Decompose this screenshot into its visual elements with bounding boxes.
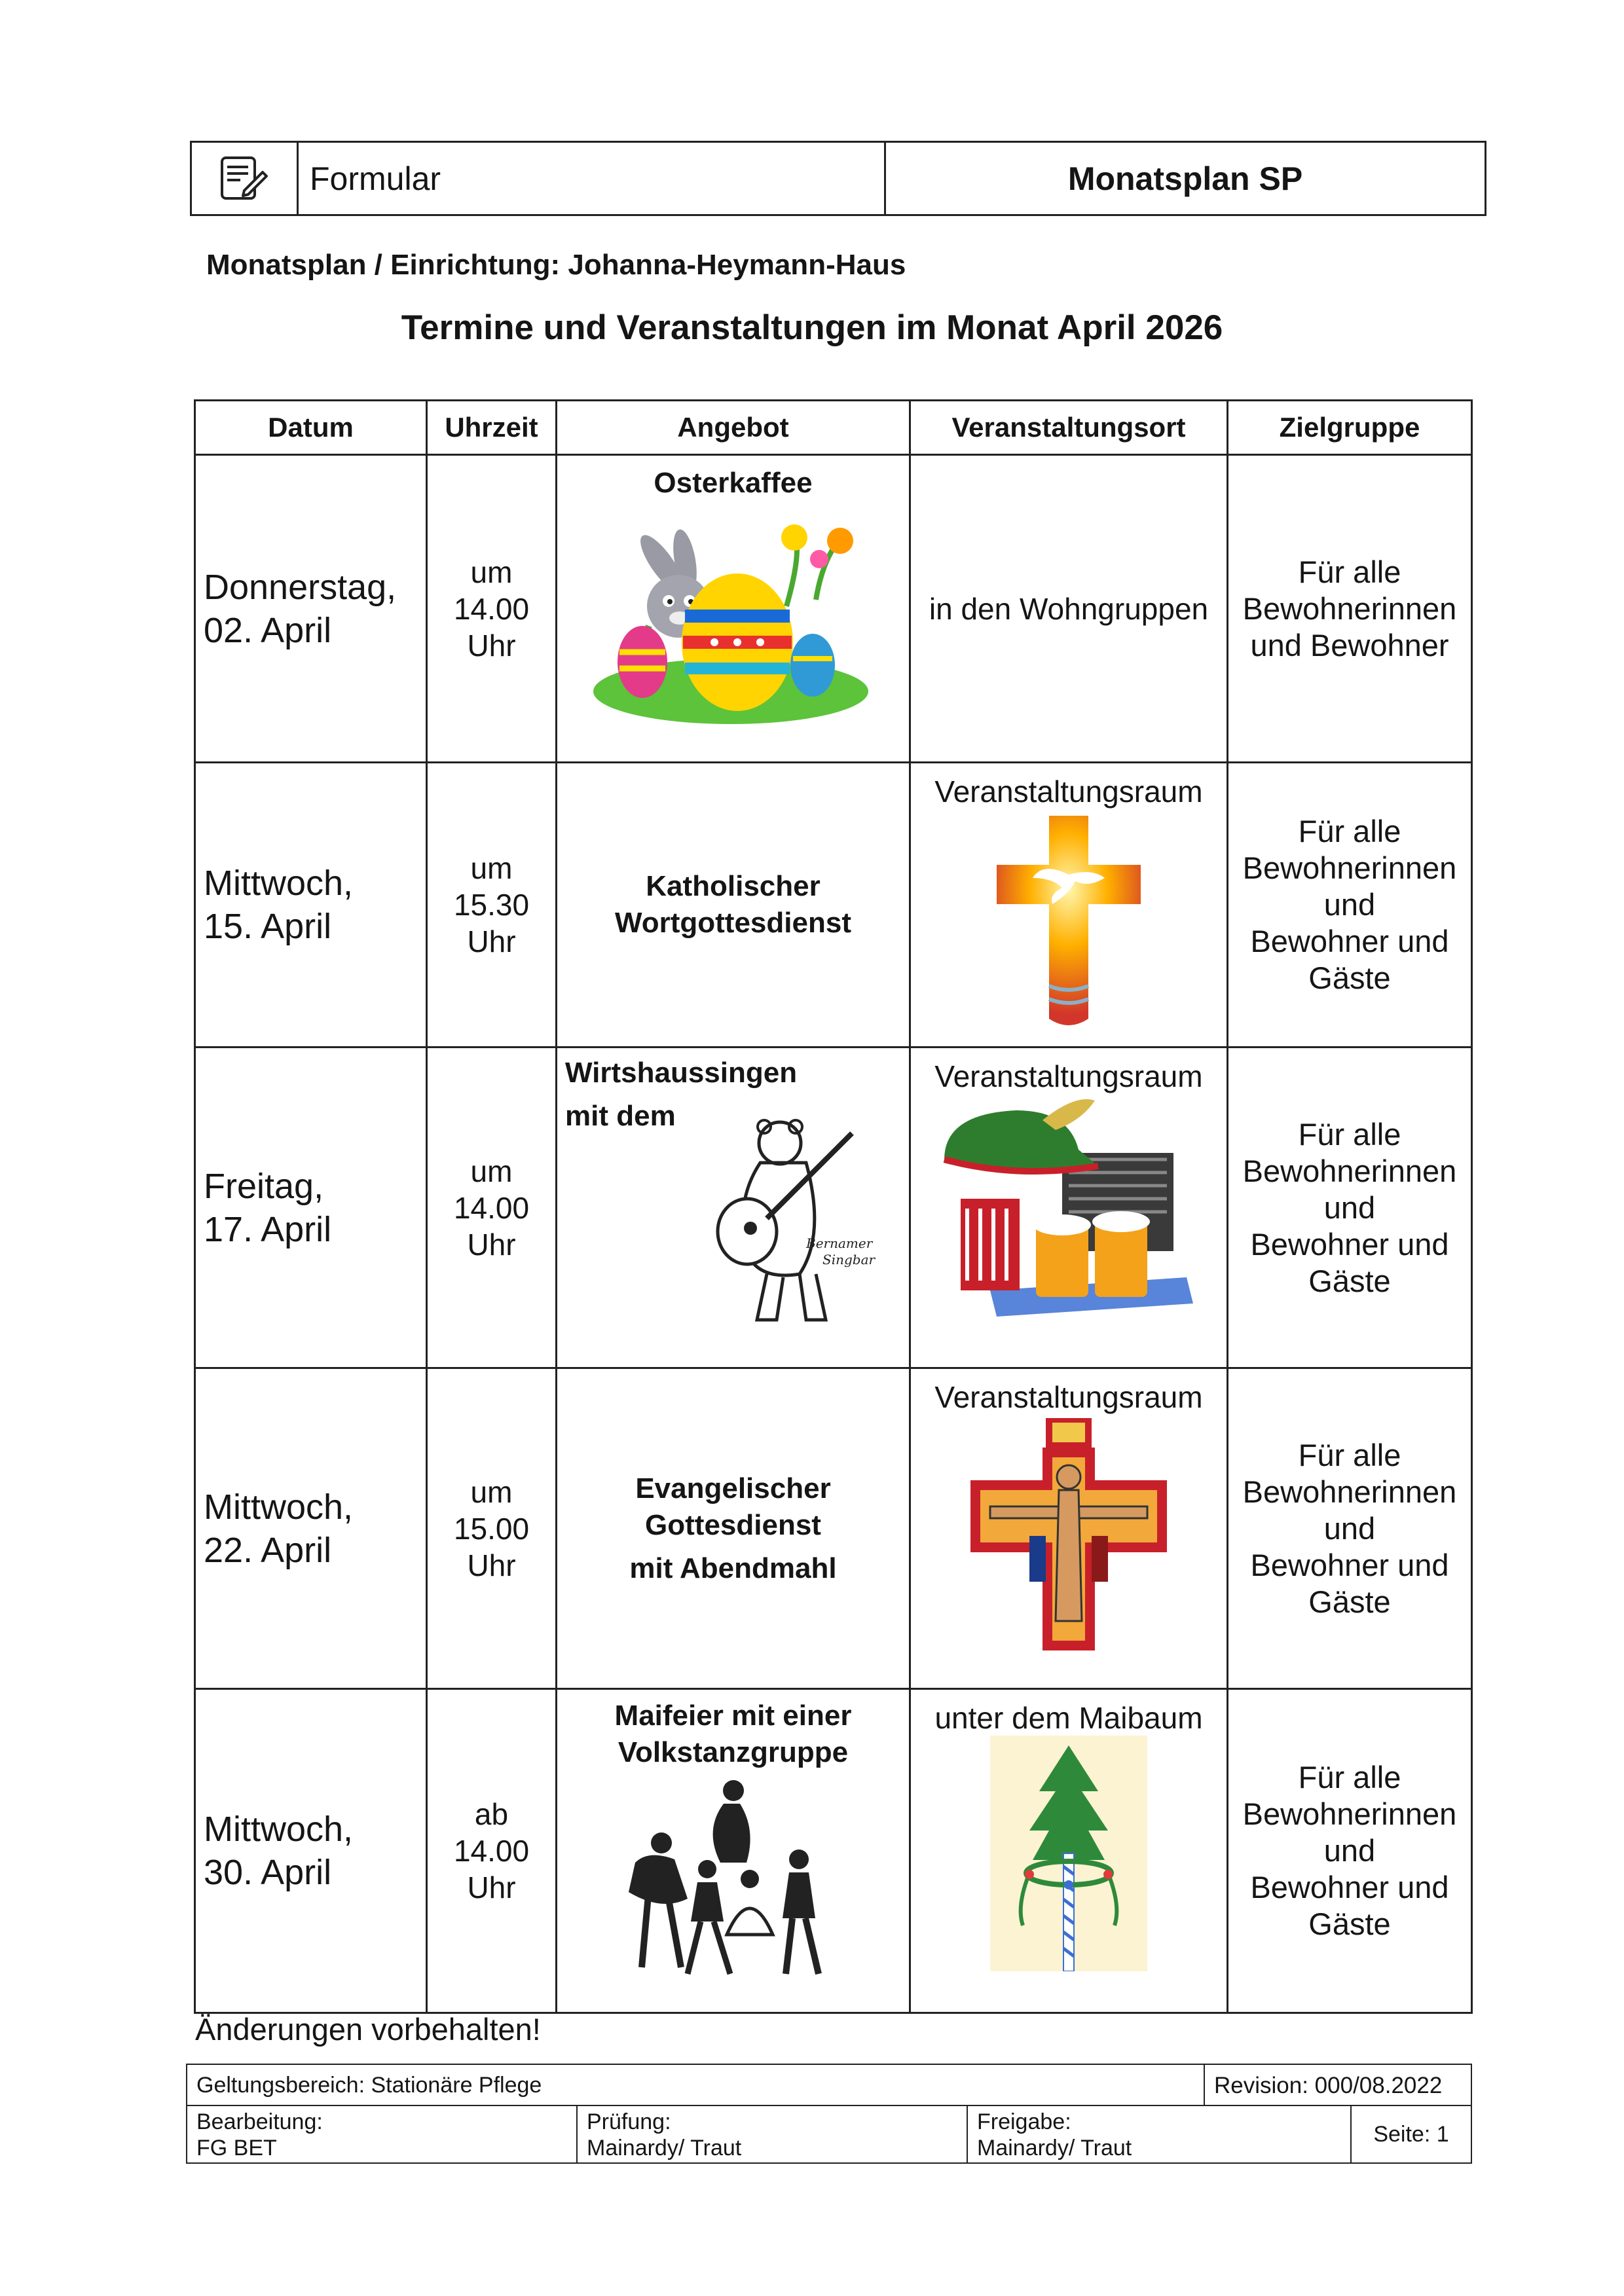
facility-subtitle: Monatsplan / Einrichtung: Johanna-Heymann-Haus: [206, 249, 906, 281]
time-cell: [427, 455, 557, 763]
ziel-line: Gäste: [1308, 1584, 1391, 1619]
bear-caption-2: Singbar: [822, 1252, 876, 1267]
table-row: [195, 1048, 1472, 1368]
ort-text: Veranstaltungsraum: [934, 1059, 1203, 1093]
datum-cell: [195, 1689, 427, 2013]
angebot-title: Osterkaffee: [654, 467, 813, 499]
ziel-cell: [1228, 1689, 1472, 2013]
ziel-line: Bewohner und: [1250, 924, 1449, 958]
angebot-title: Wortgottesdienst: [615, 907, 851, 939]
datum-date: 15. April: [204, 907, 332, 946]
time-suffix: Uhr: [467, 628, 516, 663]
ziel-line: Bewohnerinnen: [1242, 1796, 1457, 1831]
ziel-line: Bewohner und: [1250, 1870, 1449, 1904]
plan-title: Monatsplan SP: [1067, 160, 1303, 197]
time-cell: [427, 1689, 557, 2013]
footer-seite: [1350, 2105, 1472, 2164]
bear-guitar-icon: [708, 1107, 904, 1330]
table-row: [195, 1368, 1472, 1689]
ziel-line: Für alle: [1298, 1760, 1401, 1795]
ort-text: in den Wohngruppen: [929, 591, 1209, 626]
ort-cell: [910, 455, 1228, 763]
table-header-row: [195, 401, 1472, 455]
footer-revision: [1204, 2064, 1472, 2106]
angebot-cell: [557, 455, 910, 763]
time-suffix: Uhr: [467, 924, 516, 958]
angebot-title: Wirtshaussingen: [565, 1057, 798, 1089]
col-header-ort: Veranstaltungsort: [910, 401, 1228, 455]
bearbeitung-label: Bearbeitung:: [196, 2109, 323, 2134]
ziel-cell: [1228, 763, 1472, 1048]
ziel-line: Für alle: [1298, 814, 1401, 848]
table-row: [195, 455, 1472, 763]
ziel-line: Für alle: [1298, 1437, 1401, 1472]
freigabe-value: Mainardy/ Traut: [977, 2136, 1132, 2160]
ziel-line: und: [1323, 1190, 1376, 1225]
ziel-line: Gäste: [1308, 960, 1391, 995]
time-suffix: Uhr: [467, 1548, 516, 1582]
ziel-line: und: [1323, 1510, 1376, 1546]
datum-cell: [195, 1048, 427, 1368]
ort-cell: [910, 763, 1228, 1048]
angebot-title: Volkstanzgruppe: [618, 1736, 849, 1768]
angebot-title: Evangelischer: [635, 1472, 831, 1504]
time-suffix: Uhr: [467, 1870, 516, 1904]
time-value: 14.00: [453, 1190, 530, 1225]
footer-scope: [186, 2064, 1205, 2106]
crucifix-icon: [964, 1415, 1173, 1657]
datum-cell: [195, 1368, 427, 1689]
angebot-cell: [557, 1048, 910, 1368]
ort-cell: [910, 1689, 1228, 2013]
ziel-line: Bewohnerinnen: [1242, 850, 1457, 885]
events-table: [194, 399, 1473, 2014]
datum-day: Freitag,: [204, 1166, 324, 1206]
col-header-angebot: Angebot: [557, 401, 910, 455]
ort-text: Veranstaltungsraum: [934, 774, 1203, 809]
page-number: Seite: 1: [1373, 2121, 1449, 2147]
ziel-cell: [1228, 455, 1472, 763]
datum-cell: [195, 455, 427, 763]
ziel-line: Gäste: [1308, 1906, 1391, 1941]
time-cell: [427, 1048, 557, 1368]
form-icon-cell: [192, 143, 299, 214]
ziel-line: Bewohnerinnen: [1242, 591, 1457, 626]
datum-date: 30. April: [204, 1853, 332, 1892]
table-row: [195, 763, 1472, 1048]
col-header-datum: Datum: [195, 401, 427, 455]
changes-note: Änderungen vorbehalten!: [195, 2012, 541, 2047]
ziel-cell: [1228, 1368, 1472, 1689]
angebot-cell: [557, 1689, 910, 2013]
form-edit-icon: [218, 153, 270, 205]
table-row: [195, 1689, 1472, 2013]
time-prefix: ab: [474, 1797, 509, 1831]
time-value: 15.30: [453, 888, 530, 922]
pruefung-label: Prüfung:: [587, 2109, 671, 2134]
datum-date: 17. April: [204, 1209, 332, 1249]
datum-day: Mittwoch,: [204, 864, 354, 903]
ort-text: Veranstaltungsraum: [934, 1380, 1203, 1414]
footer-freigabe: [967, 2105, 1352, 2164]
easter-bunny-eggs-icon: [557, 501, 911, 737]
datum-cell: [195, 763, 427, 1048]
angebot-title: mit Abendmahl: [629, 1552, 837, 1584]
ziel-line: und: [1323, 1833, 1376, 1868]
time-value: 14.00: [453, 591, 530, 626]
col-header-zielgruppe: Zielgruppe: [1228, 401, 1472, 455]
time-value: 15.00: [453, 1511, 530, 1546]
ort-cell: [910, 1048, 1228, 1368]
ziel-line: Gäste: [1308, 1263, 1391, 1298]
footer-bearbeitung: [186, 2105, 578, 2164]
datum-date: 22. April: [204, 1530, 332, 1570]
maypole-icon: [990, 1736, 1147, 1971]
form-header: [190, 141, 1486, 216]
ziel-line: und Bewohner: [1250, 627, 1449, 663]
time-prefix: um: [470, 1154, 513, 1188]
ort-cell: [910, 1368, 1228, 1689]
datum-day: Mittwoch,: [204, 1810, 354, 1849]
time-prefix: um: [470, 851, 513, 885]
ziel-line: Bewohnerinnen: [1242, 1474, 1457, 1509]
col-header-uhrzeit: Uhrzeit: [427, 401, 557, 455]
revision-text: Revision: 000/08.2022: [1214, 2073, 1443, 2098]
scope-text: Geltungsbereich: Stationäre Pflege: [196, 2073, 542, 2098]
time-value: 14.00: [453, 1834, 530, 1868]
hat-accordion-beer-icon: [931, 1094, 1206, 1317]
time-suffix: Uhr: [467, 1227, 516, 1262]
ziel-line: Bewohner und: [1250, 1547, 1449, 1582]
form-label: Formular: [297, 143, 886, 214]
ort-text: unter dem Maibaum: [934, 1701, 1203, 1735]
angebot-title: Maifeier mit einer: [614, 1700, 852, 1732]
page-title: Termine und Veranstaltungen im Monat April 2026: [401, 308, 1223, 347]
bearbeitung-value: FG BET: [196, 2136, 277, 2160]
ziel-line: Bewohnerinnen: [1242, 1153, 1457, 1188]
datum-date: 02. April: [204, 610, 332, 650]
ziel-line: Bewohner und: [1250, 1226, 1449, 1262]
ziel-line: und: [1323, 887, 1376, 922]
ziel-line: Für alle: [1298, 554, 1401, 589]
freigabe-label: Freigabe:: [977, 2109, 1071, 2134]
angebot-title: mit dem: [565, 1100, 676, 1132]
time-prefix: um: [470, 555, 513, 589]
bear-caption-1: Bernamer: [806, 1235, 873, 1251]
time-prefix: um: [470, 1474, 513, 1509]
time-cell: [427, 1368, 557, 1689]
datum-day: Mittwoch,: [204, 1487, 354, 1527]
ziel-line: Für alle: [1298, 1116, 1401, 1152]
angebot-title: Katholischer: [646, 870, 821, 902]
angebot-cell: [557, 763, 910, 1048]
cross-dove-icon: [984, 809, 1154, 1032]
datum-day: Donnerstag,: [204, 567, 397, 607]
pruefung-value: Mainardy/ Traut: [587, 2136, 742, 2160]
angebot-cell: [557, 1368, 910, 1689]
time-cell: [427, 763, 557, 1048]
footer-pruefung: [576, 2105, 968, 2164]
ziel-cell: [1228, 1048, 1472, 1368]
folk-dancers-icon: [609, 1771, 858, 1987]
angebot-title: Gottesdienst: [645, 1508, 821, 1541]
